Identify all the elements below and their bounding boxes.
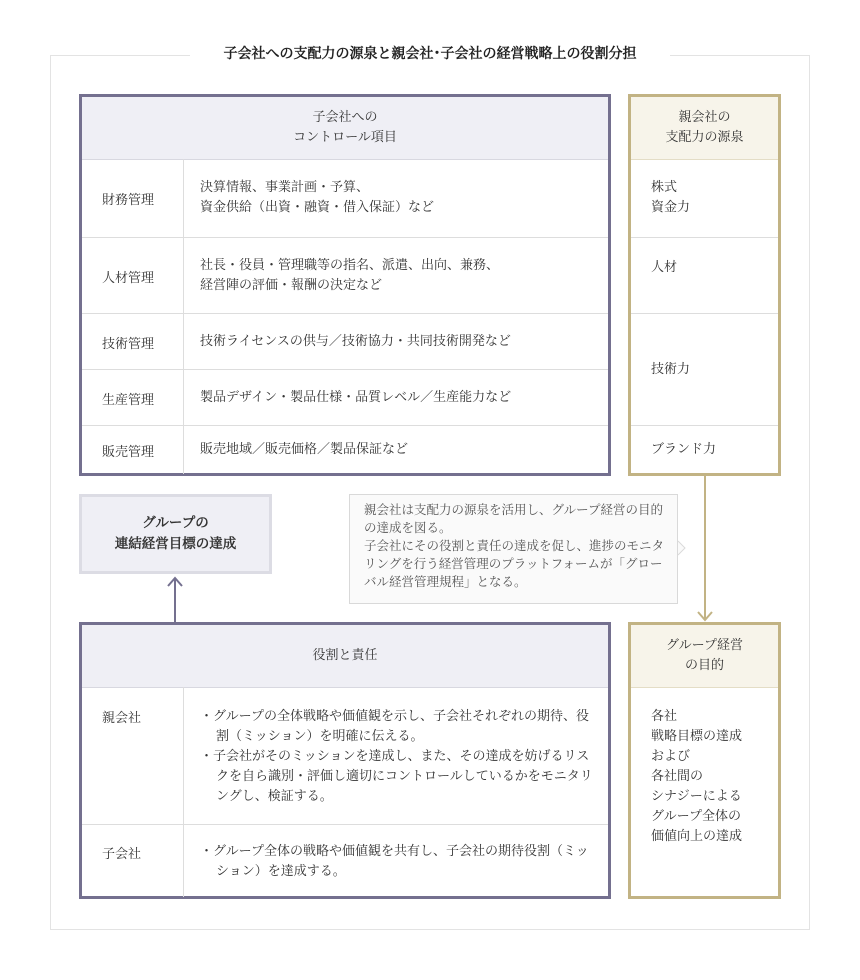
source-item: 人材: [631, 237, 778, 313]
row-content: 販売地域／販売価格／製品保証など: [200, 442, 409, 457]
roles-table: [79, 622, 611, 899]
row-label: 財務管理: [82, 159, 184, 237]
role-bullet: ・子会社がそのミッションを達成し、また、その達成を妨げるリスクを自ら識別・評価し適切にコントロールしているかをモニタリングし、検証する。: [200, 749, 593, 804]
role-bullet: ・グループ全体の戦略や価値観を共有し、子会社の期待役割（ミッション）を達成する。: [200, 844, 589, 879]
row-label: 人材管理: [82, 238, 184, 314]
row-label: 子会社: [82, 825, 184, 897]
source-item: 技術力: [631, 313, 778, 425]
control-sources-header: 親会社の 支配力の源泉: [631, 97, 778, 160]
row-label: 技術管理: [82, 314, 184, 370]
row-content: [200, 687, 598, 824]
diagram-title: 子会社への支配力の源泉と親会社･子会社の経営戦略上の役割分担: [223, 46, 637, 62]
table-row: [82, 824, 608, 897]
table-row: [82, 687, 608, 824]
group-purpose-body: 各社 戦略目標の達成 および 各社間の シナジーによる グループ全体の 価値向上の達成: [651, 709, 743, 844]
consolidated-goal-box: グループの 連結経営目標の達成: [79, 494, 272, 574]
row-label: 親会社: [82, 687, 184, 824]
row-content: [200, 825, 598, 897]
group-purpose-column: [628, 622, 781, 899]
row-content: 社長・役員・管理職等の指名、派遣、出向、兼務、 経営陣の評価・報酬の決定など: [200, 258, 500, 293]
source-item: ブランド力: [631, 425, 778, 473]
row-content: 製品デザイン・製品仕様・品質レベル／生産能力など: [200, 390, 512, 405]
roles-header: 役割と責任: [82, 625, 608, 688]
group-purpose-header: グループ経営 の目的: [631, 625, 778, 688]
row-content: 決算情報、事業計画・予算、 資金供給（出資・融資・借入保証）など: [200, 180, 435, 215]
role-bullet: ・グループの全体戦略や価値観を示し、子会社それぞれの期待、役割（ミッション）を明確に伝える。: [200, 709, 589, 744]
row-label: 販売管理: [82, 426, 184, 474]
callout-pointer-icon: [678, 541, 685, 555]
source-item: 株式 資金力: [651, 180, 691, 215]
control-items-header: 子会社への コントロール項目: [82, 97, 608, 160]
note-callout: 親会社は支配力の源泉を活用し、グループ経営の目的の達成を図る。 子会社にその役割と責任の達成を促し、進捗のモニタリングを行う経営管理のプラットフォームが「グローバル経営管理規程」となる。: [349, 494, 678, 604]
row-content: 技術ライセンスの供与／技術協力・共同技術開発など: [200, 334, 511, 349]
row-label: 生産管理: [82, 370, 184, 426]
